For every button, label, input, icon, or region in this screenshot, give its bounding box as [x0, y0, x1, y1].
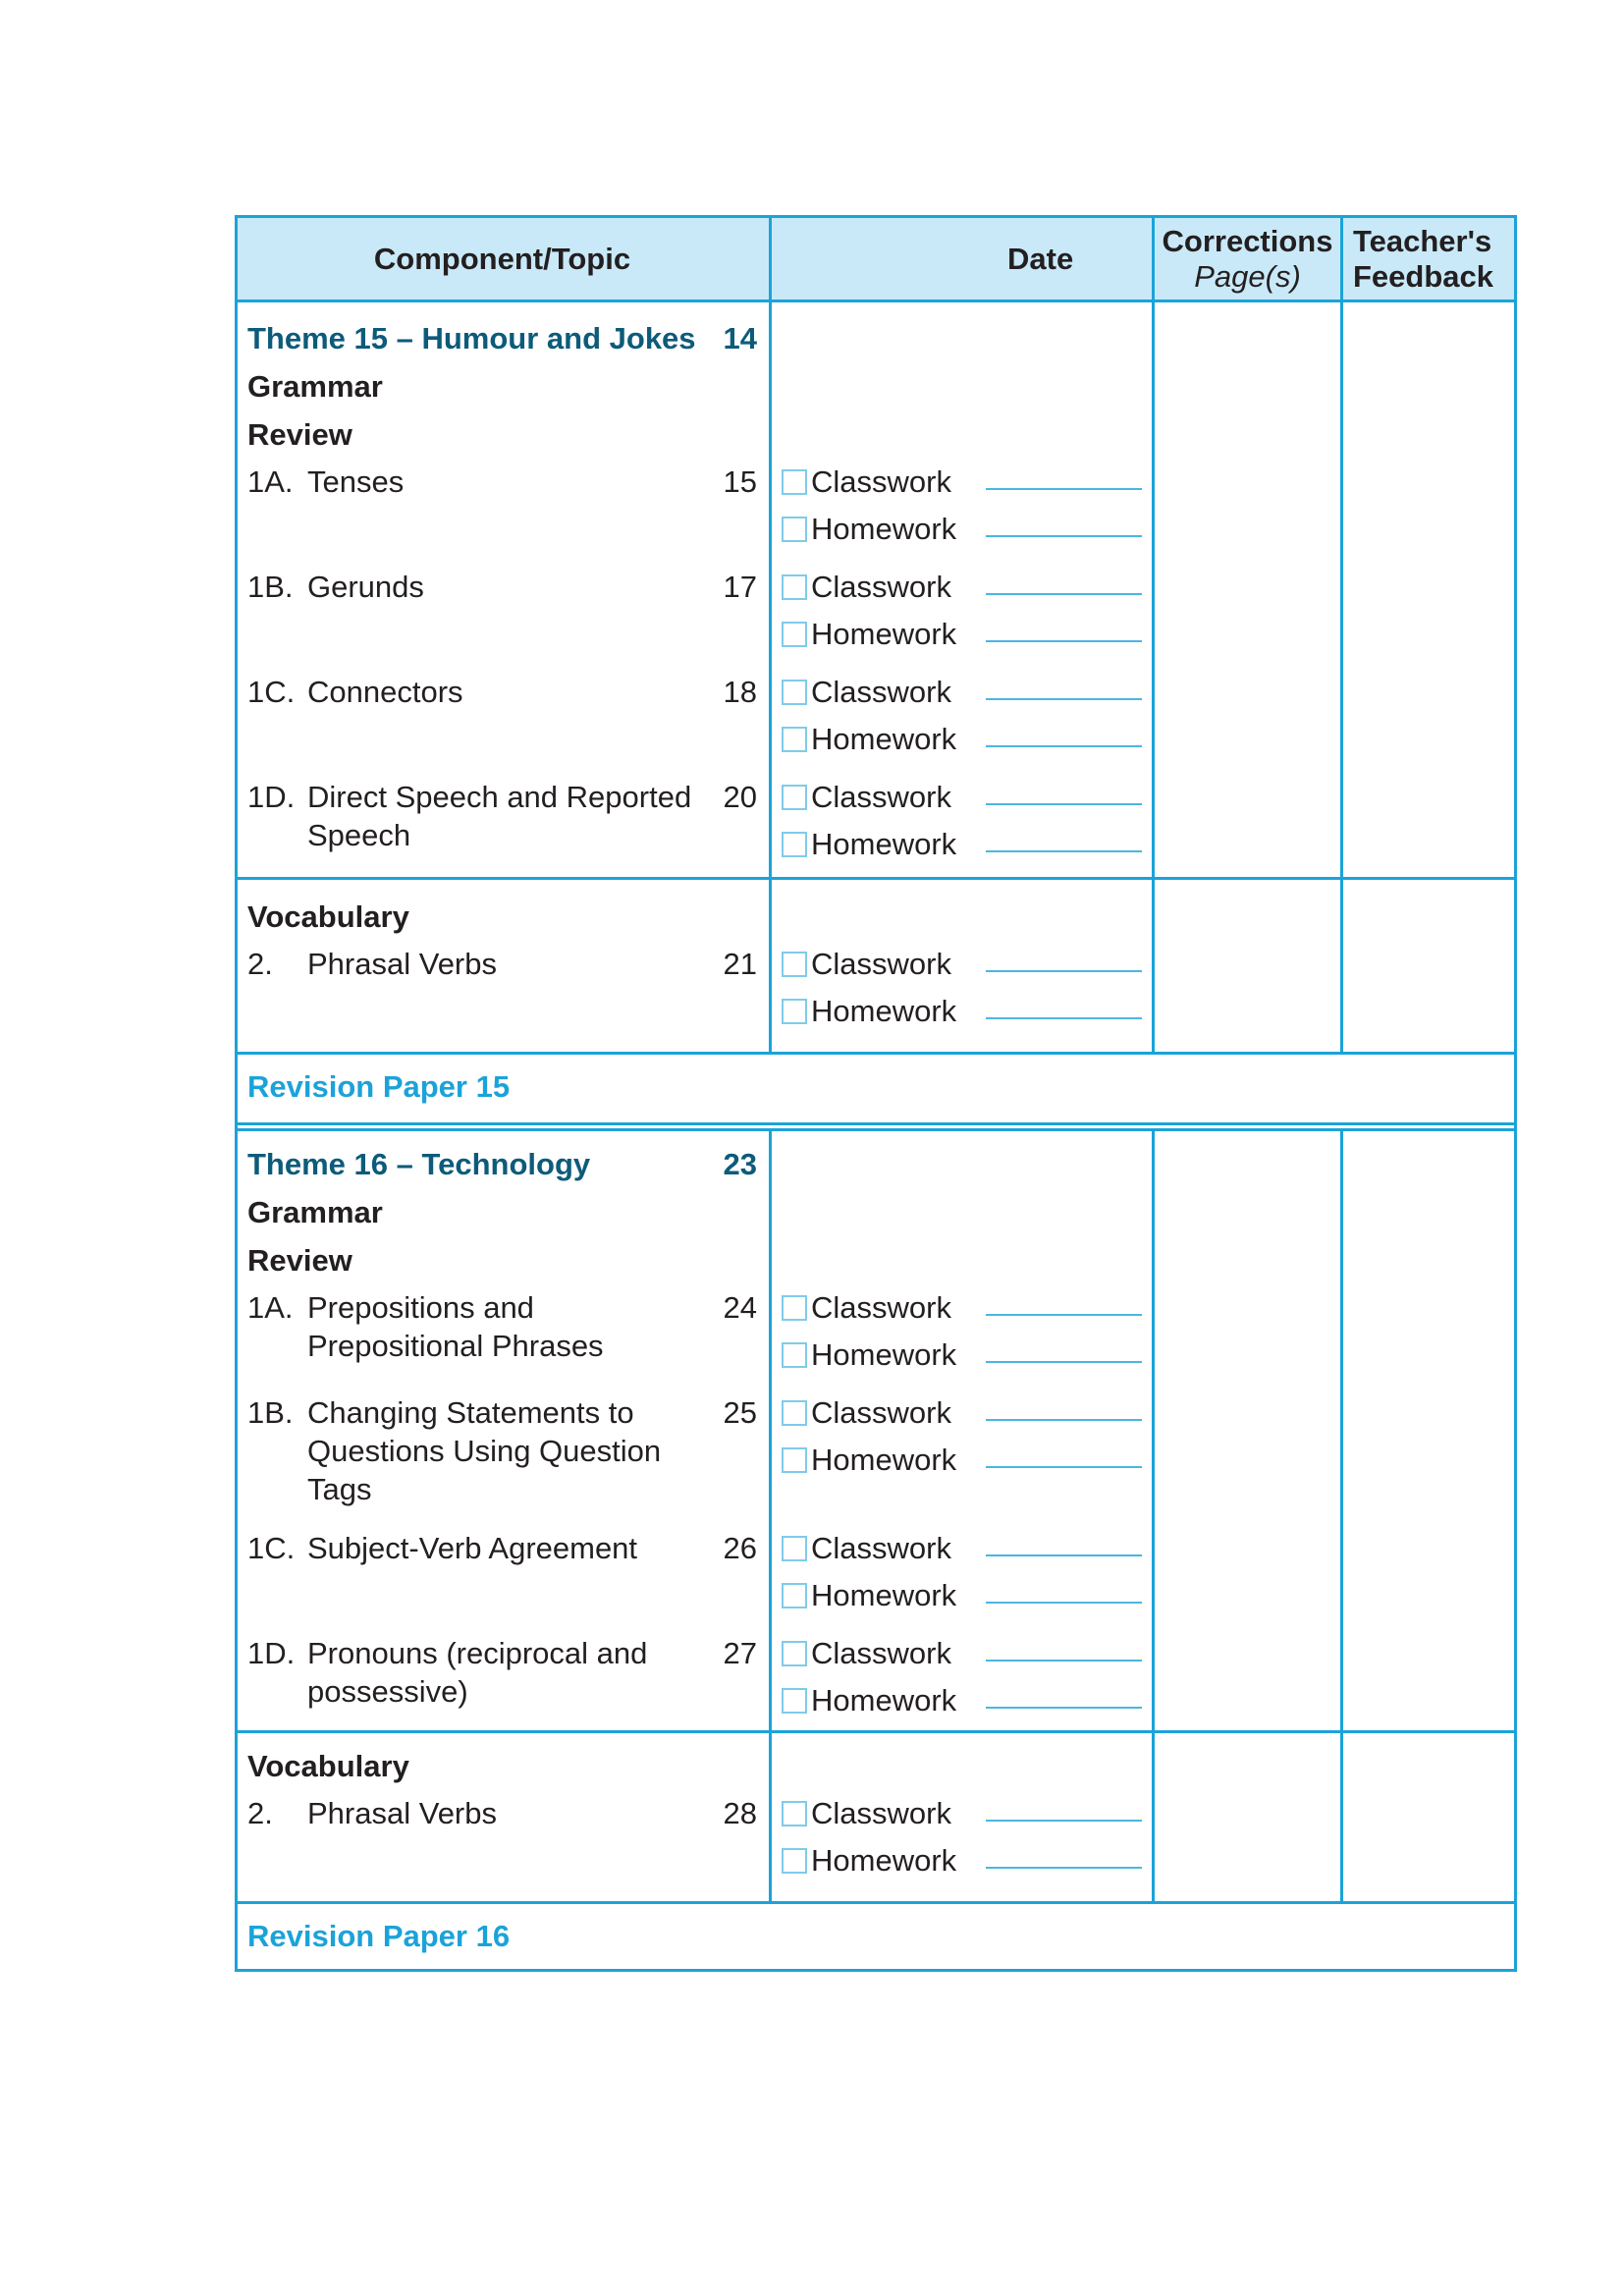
classwork-date-field[interactable]: [986, 1390, 1142, 1421]
topic-number: 1A.: [247, 1290, 294, 1325]
header-feedback: [1343, 218, 1520, 300]
homework-date-field[interactable]: [986, 1437, 1142, 1468]
review-heading: Review: [247, 417, 352, 452]
topic-item: [247, 1630, 757, 1735]
homework-label: Homework: [811, 827, 957, 861]
homework-date-field[interactable]: [986, 611, 1142, 642]
classwork-checkbox[interactable]: [782, 1536, 807, 1561]
topic-number: 1C.: [247, 675, 296, 709]
date-group: [772, 941, 1152, 1046]
t15-grammar-section: [235, 300, 1517, 877]
theme-page: 23: [723, 1147, 757, 1181]
classwork-label: Classwork: [811, 570, 951, 604]
grammar-heading: Grammar: [247, 1195, 383, 1229]
topic-page: 20: [723, 780, 757, 814]
classwork-date-field[interactable]: [986, 564, 1142, 595]
topic-page: 24: [723, 1290, 757, 1325]
homework-checkbox[interactable]: [782, 1583, 807, 1608]
topic-page: 21: [723, 947, 757, 981]
homework-date-field[interactable]: [986, 821, 1142, 852]
homework-line: [772, 716, 1152, 763]
topic-page: 18: [723, 675, 757, 709]
header-topic-label: Component/Topic: [373, 241, 631, 276]
topic-number: 1B.: [247, 1395, 294, 1430]
homework-label: Homework: [811, 1578, 957, 1612]
date-cell: [772, 880, 1155, 1052]
classwork-date-field[interactable]: [986, 669, 1142, 700]
classwork-checkbox[interactable]: [782, 1801, 807, 1826]
homework-label: Homework: [811, 1683, 957, 1717]
topic-item: [247, 1525, 757, 1630]
vocabulary-heading: Vocabulary: [247, 1749, 409, 1783]
classwork-line: [772, 941, 1152, 988]
topic-text: Phrasal Verbs: [307, 1796, 497, 1830]
topic-text: Changing Statements to Questions Using Question Tags: [307, 1395, 662, 1506]
classwork-checkbox[interactable]: [782, 469, 807, 495]
topic-page: 28: [723, 1796, 757, 1830]
classwork-checkbox[interactable]: [782, 1400, 807, 1426]
classwork-label: Classwork: [811, 464, 951, 499]
topic-cell: [238, 302, 772, 879]
topic-number: 2.: [247, 947, 273, 981]
theme-title-line: [247, 1140, 757, 1188]
header-feedback-label: Feedback: [1353, 258, 1494, 294]
topic-page: 17: [723, 570, 757, 604]
homework-checkbox[interactable]: [782, 1688, 807, 1714]
topic-number: 1C.: [247, 1531, 296, 1565]
date-group: [772, 459, 1152, 564]
homework-checkbox[interactable]: [782, 1848, 807, 1874]
topic-text: Phrasal Verbs: [307, 947, 497, 981]
classwork-checkbox[interactable]: [782, 1641, 807, 1666]
header-date: [772, 218, 1155, 300]
revision-paper-row: Revision Paper 15: [235, 1052, 1517, 1122]
classwork-date-field[interactable]: [986, 941, 1142, 972]
homework-label: Homework: [811, 1337, 957, 1372]
homework-date-field[interactable]: [986, 1677, 1142, 1709]
topic-text: Prepositions and Prepositional Phrases: [307, 1290, 604, 1363]
date-group: [772, 1284, 1152, 1390]
homework-line: [772, 611, 1152, 658]
homework-checkbox[interactable]: [782, 832, 807, 857]
classwork-line: [772, 1525, 1152, 1572]
homework-checkbox[interactable]: [782, 1342, 807, 1368]
t16-vocabulary-section: [235, 1730, 1517, 1901]
revision-paper-row: Revision Paper 16: [235, 1901, 1517, 1972]
topic-item: [247, 941, 757, 1046]
corrections-cell[interactable]: [1155, 302, 1343, 879]
classwork-label: Classwork: [811, 1290, 951, 1325]
feedback-cell[interactable]: [1343, 1131, 1520, 1735]
homework-line: [772, 1837, 1152, 1884]
header-corrections: [1155, 218, 1343, 300]
classwork-label: Classwork: [811, 675, 951, 709]
homework-date-field[interactable]: [986, 506, 1142, 537]
homework-checkbox[interactable]: [782, 999, 807, 1024]
classwork-line: [772, 774, 1152, 821]
date-group: [772, 669, 1152, 774]
homework-checkbox[interactable]: [782, 727, 807, 752]
t16-grammar-section: [235, 1128, 1517, 1730]
topic-item: [247, 459, 757, 564]
classwork-checkbox[interactable]: [782, 1295, 807, 1321]
classwork-line: [772, 1630, 1152, 1677]
classwork-checkbox[interactable]: [782, 785, 807, 810]
header-teacher-label: Teacher's: [1353, 223, 1492, 258]
topic-cell: [238, 1733, 772, 1901]
homework-line: [772, 1332, 1152, 1379]
grammar-heading: Grammar: [247, 369, 383, 404]
classwork-date-field[interactable]: [986, 1630, 1142, 1662]
topic-item: [247, 1390, 757, 1525]
homework-line: [772, 1572, 1152, 1619]
classwork-line: [772, 1790, 1152, 1837]
homework-line: [772, 988, 1152, 1035]
date-group: [772, 1630, 1152, 1735]
classwork-checkbox[interactable]: [782, 680, 807, 705]
vocabulary-heading: Vocabulary: [247, 899, 409, 934]
homework-checkbox[interactable]: [782, 1447, 807, 1473]
classwork-date-field[interactable]: [986, 1525, 1142, 1556]
homework-line: [772, 1437, 1152, 1484]
topic-text: Pronouns (reciprocal and possessive): [307, 1636, 648, 1709]
homework-line: [772, 506, 1152, 553]
header-corrections-label: Corrections: [1162, 223, 1333, 258]
topic-item: [247, 774, 757, 879]
topic-text: Connectors: [307, 675, 463, 709]
table-header: [235, 215, 1517, 300]
homework-label: Homework: [811, 617, 957, 651]
theme-title: Theme 16 – Technology: [247, 1147, 591, 1181]
feedback-cell[interactable]: [1343, 302, 1520, 879]
theme-title-line: [247, 314, 757, 362]
corrections-cell[interactable]: [1155, 1131, 1343, 1735]
topic-cell: [238, 880, 772, 1052]
classwork-line: [772, 669, 1152, 716]
homework-line: [772, 1677, 1152, 1724]
date-cell: [772, 1733, 1155, 1901]
homework-label: Homework: [811, 512, 957, 546]
topic-item: [247, 1284, 757, 1390]
classwork-date-field[interactable]: [986, 459, 1142, 490]
homework-date-field[interactable]: [986, 1332, 1142, 1363]
record-table: [235, 215, 1517, 1972]
topic-text: Direct Speech and Reported Speech: [307, 780, 692, 852]
header-topic: [238, 218, 772, 300]
classwork-label: Classwork: [811, 1395, 951, 1430]
topic-text: Subject-Verb Agreement: [307, 1531, 638, 1565]
classwork-date-field[interactable]: [986, 1284, 1142, 1316]
homework-date-field[interactable]: [986, 716, 1142, 747]
topic-number: 1A.: [247, 464, 294, 499]
date-group: [772, 1525, 1152, 1630]
homework-date-field[interactable]: [986, 1837, 1142, 1869]
header-date-label: Date: [1007, 241, 1074, 276]
theme-title: Theme 15 – Humour and Jokes: [247, 321, 696, 355]
homework-label: Homework: [811, 1843, 957, 1878]
topic-page: 26: [723, 1531, 757, 1565]
topic-page: 25: [723, 1395, 757, 1430]
homework-date-field[interactable]: [986, 1572, 1142, 1604]
date-group: [772, 564, 1152, 669]
topic-text: Gerunds: [307, 570, 424, 604]
topic-page: 27: [723, 1636, 757, 1670]
feedback-cell[interactable]: [1343, 880, 1520, 1052]
homework-checkbox[interactable]: [782, 517, 807, 542]
topic-page: 15: [723, 464, 757, 499]
classwork-line: [772, 1284, 1152, 1332]
topic-item: [247, 1790, 757, 1895]
classwork-line: [772, 459, 1152, 506]
classwork-label: Classwork: [811, 1531, 951, 1565]
topic-item: [247, 669, 757, 774]
date-group: [772, 774, 1152, 879]
corrections-cell[interactable]: [1155, 880, 1343, 1052]
topic-text: Tenses: [307, 464, 405, 499]
date-group: [772, 1390, 1152, 1525]
topic-item: [247, 564, 757, 669]
homework-label: Homework: [811, 722, 957, 756]
classwork-line: [772, 1390, 1152, 1437]
classwork-date-field[interactable]: [986, 1790, 1142, 1822]
date-cell: [772, 1131, 1155, 1735]
homework-date-field[interactable]: [986, 988, 1142, 1019]
review-heading: Review: [247, 1243, 352, 1278]
classwork-checkbox[interactable]: [782, 574, 807, 600]
topic-number: 2.: [247, 1796, 273, 1830]
date-group: [772, 1790, 1152, 1895]
feedback-cell[interactable]: [1343, 1733, 1520, 1901]
homework-line: [772, 821, 1152, 868]
homework-checkbox[interactable]: [782, 622, 807, 647]
topic-cell: [238, 1131, 772, 1735]
theme-page: 14: [723, 321, 757, 355]
topic-number: 1D.: [247, 780, 296, 814]
corrections-cell[interactable]: [1155, 1733, 1343, 1901]
homework-label: Homework: [811, 1443, 957, 1477]
classwork-date-field[interactable]: [986, 774, 1142, 805]
t15-vocabulary-section: [235, 877, 1517, 1052]
header-pages-label: Page(s): [1194, 258, 1301, 294]
classwork-checkbox[interactable]: [782, 952, 807, 977]
classwork-label: Classwork: [811, 1636, 951, 1670]
topic-number: 1B.: [247, 570, 294, 604]
classwork-label: Classwork: [811, 947, 951, 981]
topic-number: 1D.: [247, 1636, 296, 1670]
homework-label: Homework: [811, 994, 957, 1028]
classwork-line: [772, 564, 1152, 611]
classwork-label: Classwork: [811, 1796, 951, 1830]
date-cell: [772, 302, 1155, 879]
classwork-label: Classwork: [811, 780, 951, 814]
